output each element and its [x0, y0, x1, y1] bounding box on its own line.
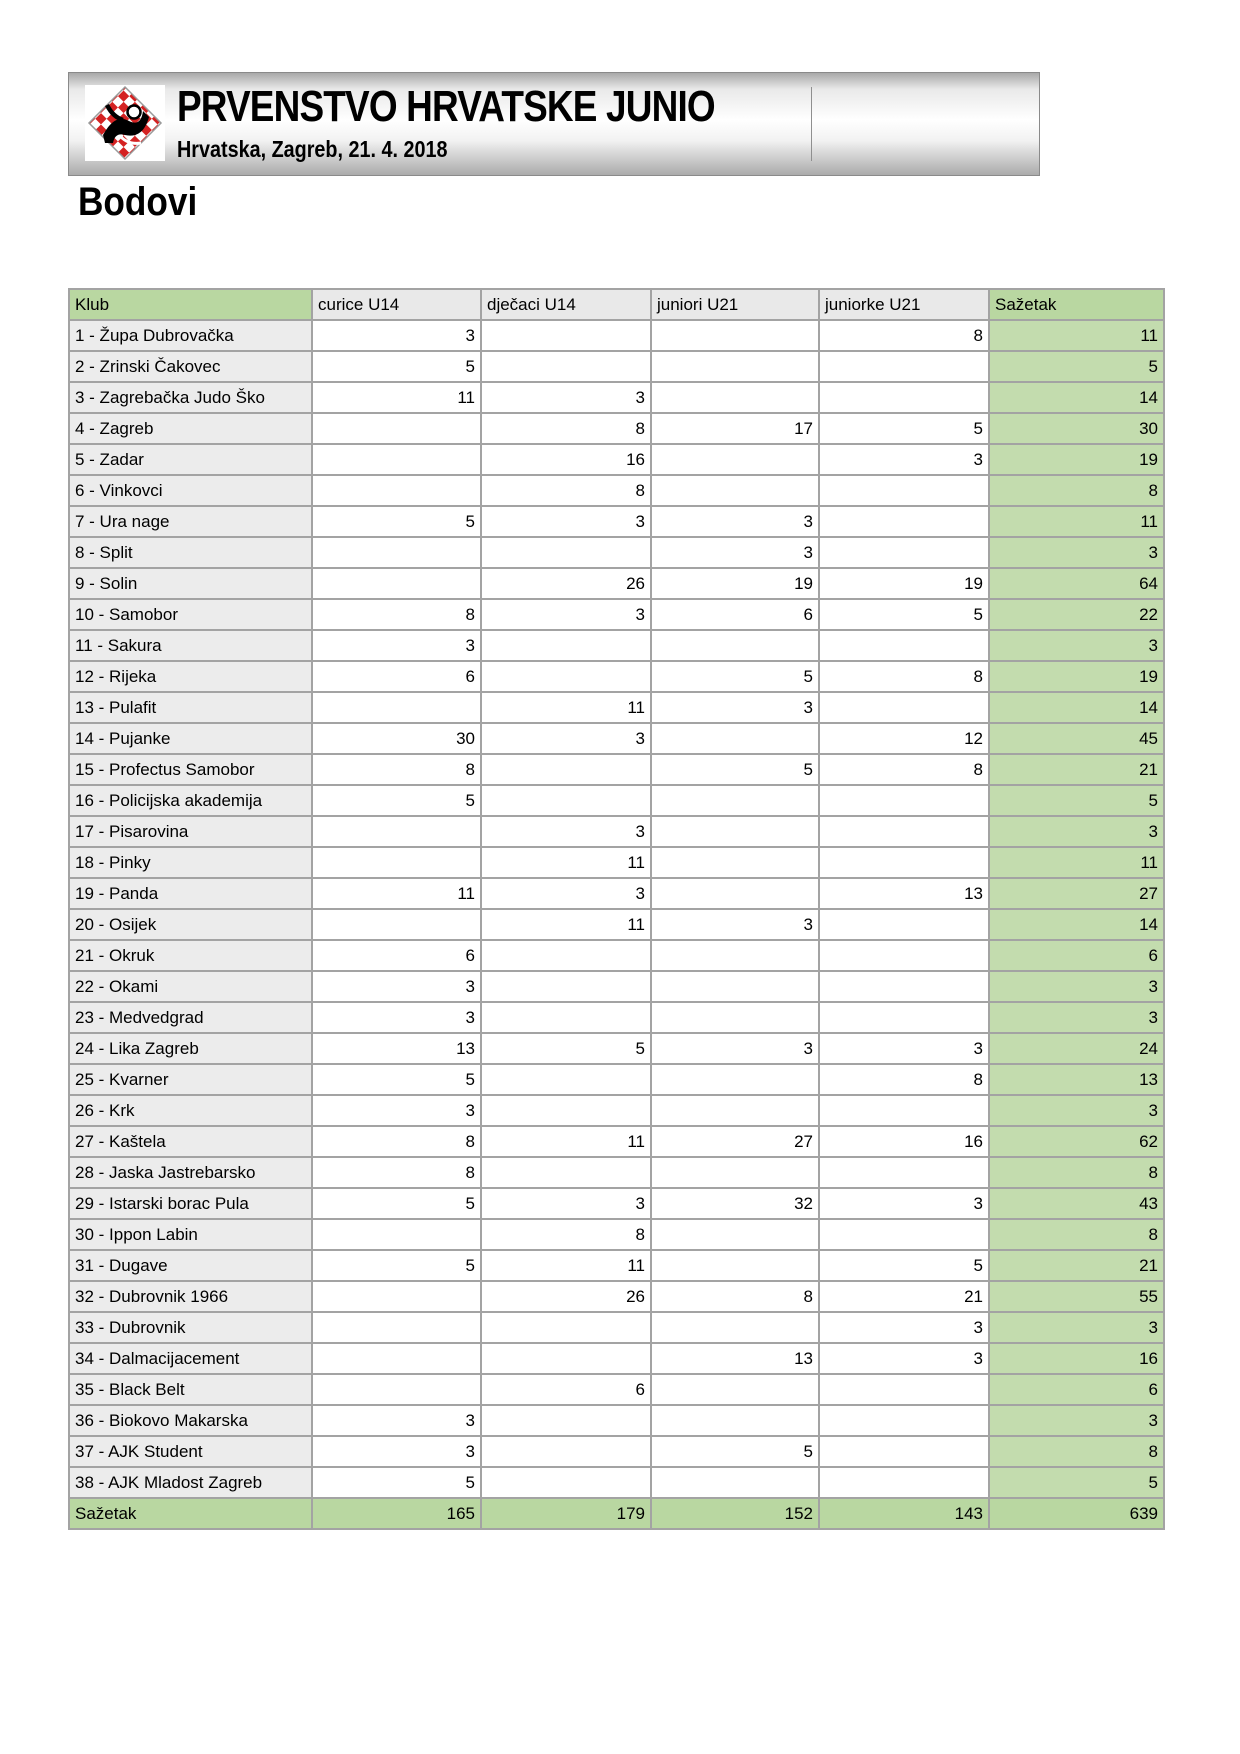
points-cell: [651, 382, 819, 413]
club-name-cell: 34 - Dalmacijacement: [69, 1343, 312, 1374]
points-cell: 8: [481, 1219, 651, 1250]
club-name-cell: 27 - Kaštela: [69, 1126, 312, 1157]
results-table: [68, 288, 1165, 1530]
points-cell: 11: [481, 692, 651, 723]
club-name-cell: 2 - Zrinski Čakovec: [69, 351, 312, 382]
club-name-cell: 10 - Samobor: [69, 599, 312, 630]
column-header-juniorke-u21: juniorke U21: [819, 289, 989, 320]
points-cell: 8: [312, 754, 481, 785]
points-cell: 19: [989, 444, 1164, 475]
points-cell: [819, 1095, 989, 1126]
points-cell: 3: [651, 909, 819, 940]
club-name-cell: 35 - Black Belt: [69, 1374, 312, 1405]
header-band: [68, 72, 1040, 176]
table-row: [69, 909, 1164, 940]
points-cell: [819, 1002, 989, 1033]
points-cell: 5: [312, 1188, 481, 1219]
points-cell: [481, 1436, 651, 1467]
points-cell: [312, 1343, 481, 1374]
table-row: [69, 506, 1164, 537]
points-cell: [651, 1312, 819, 1343]
club-name-cell: 12 - Rijeka: [69, 661, 312, 692]
points-cell: 8: [312, 599, 481, 630]
table-row: [69, 568, 1164, 599]
points-cell: 8: [651, 1281, 819, 1312]
club-name-cell: 31 - Dugave: [69, 1250, 312, 1281]
points-cell: 8: [819, 320, 989, 351]
points-cell: 19: [989, 661, 1164, 692]
summary-total-cell: 165: [312, 1498, 481, 1529]
points-cell: 5: [651, 661, 819, 692]
points-cell: 3: [989, 1405, 1164, 1436]
points-cell: [651, 878, 819, 909]
points-cell: [651, 444, 819, 475]
table-row: [69, 413, 1164, 444]
points-cell: 6: [481, 1374, 651, 1405]
points-cell: 13: [819, 878, 989, 909]
points-cell: [481, 1467, 651, 1498]
club-name-cell: 15 - Profectus Samobor: [69, 754, 312, 785]
table-row: [69, 475, 1164, 506]
points-cell: 45: [989, 723, 1164, 754]
table-row: [69, 1405, 1164, 1436]
points-cell: [651, 1219, 819, 1250]
points-cell: [819, 351, 989, 382]
points-cell: 11: [481, 1250, 651, 1281]
club-name-cell: 20 - Osijek: [69, 909, 312, 940]
points-cell: [651, 1002, 819, 1033]
club-name-cell: 6 - Vinkovci: [69, 475, 312, 506]
points-cell: [819, 1219, 989, 1250]
points-cell: [481, 1002, 651, 1033]
points-cell: 3: [819, 1033, 989, 1064]
points-cell: [312, 1219, 481, 1250]
points-cell: 8: [312, 1157, 481, 1188]
document-title: PRVENSTVO HRVATSKE JUNIO: [177, 82, 715, 131]
points-cell: 3: [651, 692, 819, 723]
page-title: Bodovi: [78, 180, 198, 224]
points-cell: 3: [481, 723, 651, 754]
points-cell: 3: [312, 971, 481, 1002]
points-cell: 3: [651, 1033, 819, 1064]
points-cell: [481, 1157, 651, 1188]
points-cell: 5: [819, 413, 989, 444]
points-cell: [481, 661, 651, 692]
club-name-cell: 26 - Krk: [69, 1095, 312, 1126]
points-cell: 12: [819, 723, 989, 754]
points-cell: 5: [989, 351, 1164, 382]
table-row: [69, 1033, 1164, 1064]
table-row: [69, 537, 1164, 568]
points-cell: 11: [989, 506, 1164, 537]
club-name-cell: 36 - Biokovo Makarska: [69, 1405, 312, 1436]
points-cell: 32: [651, 1188, 819, 1219]
points-cell: [819, 692, 989, 723]
points-cell: 30: [312, 723, 481, 754]
club-name-cell: 16 - Policijska akademija: [69, 785, 312, 816]
points-cell: [651, 816, 819, 847]
points-cell: 6: [651, 599, 819, 630]
points-cell: 8: [819, 754, 989, 785]
points-cell: [312, 909, 481, 940]
points-cell: [819, 847, 989, 878]
points-cell: [481, 940, 651, 971]
points-cell: 6: [989, 940, 1164, 971]
points-cell: 11: [989, 847, 1164, 878]
points-cell: [651, 940, 819, 971]
summary-total-cell: 143: [819, 1498, 989, 1529]
points-cell: 24: [989, 1033, 1164, 1064]
club-name-cell: 29 - Istarski borac Pula: [69, 1188, 312, 1219]
points-cell: 11: [481, 847, 651, 878]
points-cell: [312, 847, 481, 878]
points-cell: 16: [989, 1343, 1164, 1374]
table-row: [69, 1343, 1164, 1374]
points-cell: [819, 940, 989, 971]
points-cell: [312, 692, 481, 723]
points-cell: 5: [989, 785, 1164, 816]
table-row: [69, 320, 1164, 351]
table-row: [69, 1095, 1164, 1126]
points-cell: [312, 1312, 481, 1343]
points-cell: 21: [989, 754, 1164, 785]
points-cell: 5: [312, 1467, 481, 1498]
points-cell: 43: [989, 1188, 1164, 1219]
points-cell: [651, 351, 819, 382]
table-row: [69, 1467, 1164, 1498]
points-cell: [481, 1405, 651, 1436]
points-cell: 3: [989, 537, 1164, 568]
points-cell: 13: [312, 1033, 481, 1064]
club-name-cell: 32 - Dubrovnik 1966: [69, 1281, 312, 1312]
points-cell: [819, 1436, 989, 1467]
points-cell: 5: [819, 1250, 989, 1281]
points-cell: [651, 1157, 819, 1188]
points-cell: 8: [312, 1126, 481, 1157]
points-cell: [312, 413, 481, 444]
points-cell: 14: [989, 692, 1164, 723]
header-text-block: [177, 81, 877, 163]
points-cell: 3: [989, 1002, 1164, 1033]
points-cell: [312, 537, 481, 568]
points-cell: [481, 630, 651, 661]
points-cell: 3: [481, 878, 651, 909]
points-cell: 13: [989, 1064, 1164, 1095]
table-row: [69, 785, 1164, 816]
points-cell: [819, 630, 989, 661]
points-cell: 62: [989, 1126, 1164, 1157]
points-cell: [651, 971, 819, 1002]
points-cell: 3: [989, 816, 1164, 847]
summary-total-cell: 179: [481, 1498, 651, 1529]
points-cell: 5: [312, 1064, 481, 1095]
table-body: [69, 320, 1164, 1498]
header-divider-line: [811, 87, 812, 161]
points-cell: [819, 1467, 989, 1498]
points-cell: [651, 1405, 819, 1436]
points-cell: [651, 1095, 819, 1126]
points-cell: 19: [651, 568, 819, 599]
points-cell: 64: [989, 568, 1164, 599]
points-cell: [651, 847, 819, 878]
table-row: [69, 1250, 1164, 1281]
points-cell: [819, 382, 989, 413]
points-cell: 16: [481, 444, 651, 475]
points-cell: [651, 1374, 819, 1405]
points-cell: [312, 816, 481, 847]
table-row: [69, 351, 1164, 382]
points-cell: 3: [312, 1002, 481, 1033]
points-cell: 14: [989, 909, 1164, 940]
table-row: [69, 661, 1164, 692]
points-cell: 11: [481, 1126, 651, 1157]
points-cell: [312, 475, 481, 506]
points-cell: 3: [312, 1095, 481, 1126]
points-cell: [819, 1374, 989, 1405]
points-cell: 27: [989, 878, 1164, 909]
points-cell: 3: [481, 382, 651, 413]
points-cell: 8: [989, 1219, 1164, 1250]
points-cell: 3: [651, 537, 819, 568]
points-cell: 17: [651, 413, 819, 444]
points-cell: [651, 320, 819, 351]
points-cell: [651, 1064, 819, 1095]
points-cell: [481, 1064, 651, 1095]
points-cell: [651, 475, 819, 506]
points-cell: 5: [651, 1436, 819, 1467]
points-cell: [651, 1250, 819, 1281]
points-cell: [819, 909, 989, 940]
points-cell: [312, 444, 481, 475]
table-row: [69, 599, 1164, 630]
club-name-cell: 23 - Medvedgrad: [69, 1002, 312, 1033]
points-cell: 30: [989, 413, 1164, 444]
points-cell: 6: [312, 940, 481, 971]
column-header-klub: Klub: [69, 289, 312, 320]
points-cell: 3: [989, 1312, 1164, 1343]
points-cell: 3: [312, 1436, 481, 1467]
points-cell: [819, 971, 989, 1002]
points-cell: [312, 1281, 481, 1312]
points-cell: 3: [819, 444, 989, 475]
points-cell: 21: [819, 1281, 989, 1312]
points-cell: 8: [481, 475, 651, 506]
points-cell: 3: [989, 971, 1164, 1002]
points-cell: [819, 1405, 989, 1436]
table-header-row: [69, 289, 1164, 320]
points-cell: [312, 1374, 481, 1405]
club-name-cell: 17 - Pisarovina: [69, 816, 312, 847]
points-cell: 5: [989, 1467, 1164, 1498]
table-row: [69, 382, 1164, 413]
points-cell: 13: [651, 1343, 819, 1374]
points-cell: 16: [819, 1126, 989, 1157]
points-cell: 5: [651, 754, 819, 785]
points-cell: 26: [481, 568, 651, 599]
club-name-cell: 13 - Pulafit: [69, 692, 312, 723]
points-cell: 8: [481, 413, 651, 444]
points-cell: 26: [481, 1281, 651, 1312]
club-name-cell: 11 - Sakura: [69, 630, 312, 661]
points-cell: 6: [312, 661, 481, 692]
club-name-cell: 5 - Zadar: [69, 444, 312, 475]
points-cell: [481, 1312, 651, 1343]
points-cell: [651, 630, 819, 661]
points-cell: 3: [312, 320, 481, 351]
table-row: [69, 971, 1164, 1002]
club-name-cell: 33 - Dubrovnik: [69, 1312, 312, 1343]
points-cell: 5: [312, 506, 481, 537]
points-cell: 3: [481, 816, 651, 847]
points-cell: [819, 816, 989, 847]
points-cell: 27: [651, 1126, 819, 1157]
points-cell: [819, 475, 989, 506]
club-name-cell: 19 - Panda: [69, 878, 312, 909]
table-row: [69, 444, 1164, 475]
points-cell: 3: [819, 1312, 989, 1343]
club-name-cell: 30 - Ippon Labin: [69, 1219, 312, 1250]
points-cell: 5: [819, 599, 989, 630]
points-cell: [481, 971, 651, 1002]
points-cell: 5: [481, 1033, 651, 1064]
points-cell: [819, 506, 989, 537]
club-name-cell: 14 - Pujanke: [69, 723, 312, 754]
club-name-cell: 4 - Zagreb: [69, 413, 312, 444]
table-row: [69, 1002, 1164, 1033]
points-cell: 14: [989, 382, 1164, 413]
document-subtitle: Hrvatska, Zagreb, 21. 4. 2018: [177, 136, 448, 162]
table-row: [69, 1312, 1164, 1343]
summary-label-cell: Sažetak: [69, 1498, 312, 1529]
club-name-cell: 9 - Solin: [69, 568, 312, 599]
judo-federation-logo: [85, 85, 165, 161]
points-cell: [481, 351, 651, 382]
club-name-cell: 18 - Pinky: [69, 847, 312, 878]
points-cell: [481, 1095, 651, 1126]
points-cell: 8: [989, 475, 1164, 506]
points-cell: 3: [481, 506, 651, 537]
club-name-cell: 22 - Okami: [69, 971, 312, 1002]
points-cell: 3: [819, 1343, 989, 1374]
summary-total-cell: 639: [989, 1498, 1164, 1529]
points-cell: [819, 785, 989, 816]
club-name-cell: 1 - Župa Dubrovačka: [69, 320, 312, 351]
table-row: [69, 630, 1164, 661]
column-header-dje-aci-u14: dječaci U14: [481, 289, 651, 320]
points-cell: 8: [819, 661, 989, 692]
table-row: [69, 1126, 1164, 1157]
points-cell: [651, 723, 819, 754]
table-row: [69, 1374, 1164, 1405]
table-row: [69, 692, 1164, 723]
points-cell: [481, 537, 651, 568]
column-header-juniori-u21: juniori U21: [651, 289, 819, 320]
points-cell: 5: [312, 351, 481, 382]
points-cell: 3: [989, 1095, 1164, 1126]
column-header-sa-etak: Sažetak: [989, 289, 1164, 320]
points-cell: 5: [312, 785, 481, 816]
points-cell: 21: [989, 1250, 1164, 1281]
points-cell: 3: [312, 630, 481, 661]
table-row: [69, 1157, 1164, 1188]
table-row: [69, 1188, 1164, 1219]
points-cell: [481, 785, 651, 816]
club-name-cell: 7 - Ura nage: [69, 506, 312, 537]
points-cell: [481, 1343, 651, 1374]
points-cell: 11: [481, 909, 651, 940]
table-row: [69, 1436, 1164, 1467]
points-cell: [651, 1467, 819, 1498]
points-cell: 22: [989, 599, 1164, 630]
points-cell: 3: [989, 630, 1164, 661]
summary-total-cell: 152: [651, 1498, 819, 1529]
points-cell: 19: [819, 568, 989, 599]
club-name-cell: 24 - Lika Zagreb: [69, 1033, 312, 1064]
points-cell: [312, 568, 481, 599]
points-cell: 3: [819, 1188, 989, 1219]
points-cell: [651, 785, 819, 816]
points-cell: 11: [312, 878, 481, 909]
club-name-cell: 25 - Kvarner: [69, 1064, 312, 1095]
club-name-cell: 37 - AJK Student: [69, 1436, 312, 1467]
club-name-cell: 28 - Jaska Jastrebarsko: [69, 1157, 312, 1188]
points-cell: 8: [989, 1157, 1164, 1188]
points-cell: 3: [651, 506, 819, 537]
summary-row: [69, 1498, 1164, 1529]
points-cell: 8: [989, 1436, 1164, 1467]
points-cell: 3: [481, 1188, 651, 1219]
points-cell: 11: [312, 382, 481, 413]
club-name-cell: 38 - AJK Mladost Zagreb: [69, 1467, 312, 1498]
points-cell: 5: [312, 1250, 481, 1281]
table-row: [69, 878, 1164, 909]
column-header-curice-u14: curice U14: [312, 289, 481, 320]
table-row: [69, 754, 1164, 785]
points-cell: 11: [989, 320, 1164, 351]
points-cell: [819, 1157, 989, 1188]
points-cell: 55: [989, 1281, 1164, 1312]
points-cell: 3: [481, 599, 651, 630]
table-row: [69, 723, 1164, 754]
club-name-cell: 21 - Okruk: [69, 940, 312, 971]
points-cell: [481, 754, 651, 785]
checkerboard-judo-logo-icon: [85, 85, 165, 161]
table-row: [69, 1281, 1164, 1312]
points-cell: 3: [312, 1405, 481, 1436]
points-cell: [481, 320, 651, 351]
points-cell: [819, 537, 989, 568]
table-row: [69, 1064, 1164, 1095]
table-row: [69, 847, 1164, 878]
table-row: [69, 816, 1164, 847]
points-cell: 8: [819, 1064, 989, 1095]
club-name-cell: 3 - Zagrebačka Judo Ško: [69, 382, 312, 413]
points-cell: 6: [989, 1374, 1164, 1405]
club-name-cell: 8 - Split: [69, 537, 312, 568]
table-row: [69, 940, 1164, 971]
table-row: [69, 1219, 1164, 1250]
